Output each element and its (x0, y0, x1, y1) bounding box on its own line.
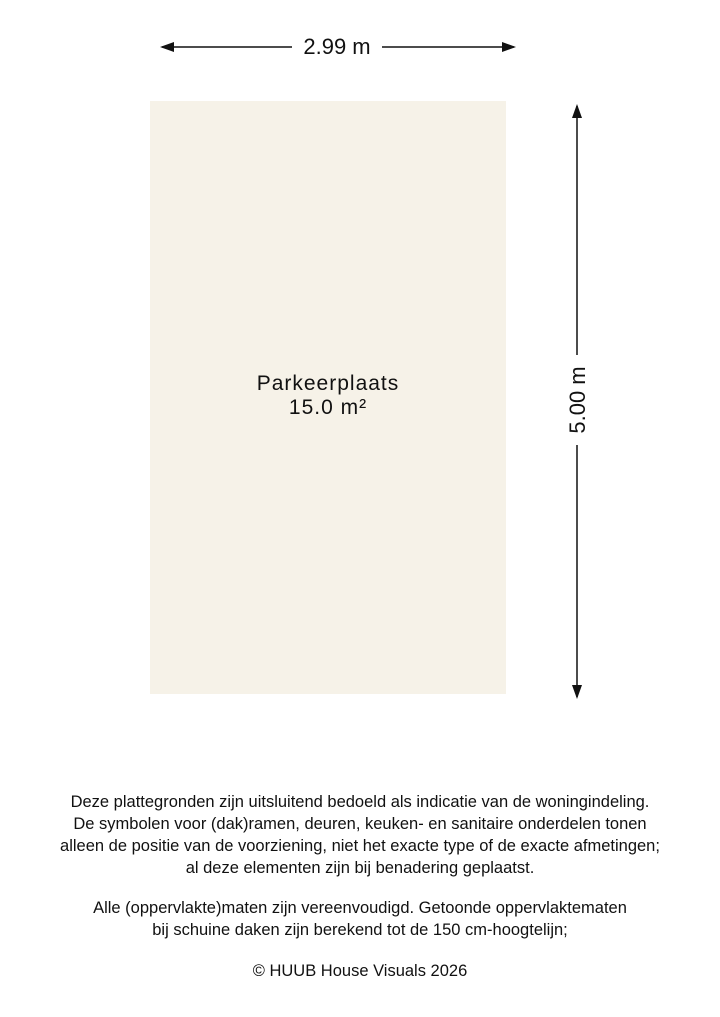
room-name: Parkeerplaats (256, 372, 400, 395)
arrow-right-icon (502, 42, 516, 52)
arrow-up-icon (572, 104, 582, 118)
arrow-down-icon (572, 685, 582, 699)
disclaimer-line: bij schuine daken zijn berekend tot de 150 cm-hoogtelijn; (152, 921, 568, 939)
disclaimer-line: Deze plattegronden zijn uitsluitend bedoeld als indicatie van de woningindeling. (70, 793, 650, 811)
arrow-left-icon (160, 42, 174, 52)
disclaimer-line: alleen de positie van de voorziening, niet het exacte type of de exacte afmetingen; (60, 837, 660, 855)
disclaimer-text (0, 791, 720, 941)
height-dimension-label: 5.00 m (564, 355, 592, 445)
copyright-notice: © HUUB House Visuals 2026 (252, 962, 468, 980)
room-area: 15.0 m² (288, 396, 368, 419)
width-dimension-label: 2.99 m (292, 33, 382, 61)
disclaimer-line: al deze elementen zijn bij benadering geplaatst. (185, 859, 535, 877)
disclaimer-line: Alle (oppervlakte)maten zijn vereenvoudigd. Getoonde oppervlaktematen (93, 899, 627, 917)
disclaimer-line: De symbolen voor (dak)ramen, deuren, keuken- en sanitaire onderdelen tonen (73, 815, 647, 833)
room-label (150, 372, 506, 420)
